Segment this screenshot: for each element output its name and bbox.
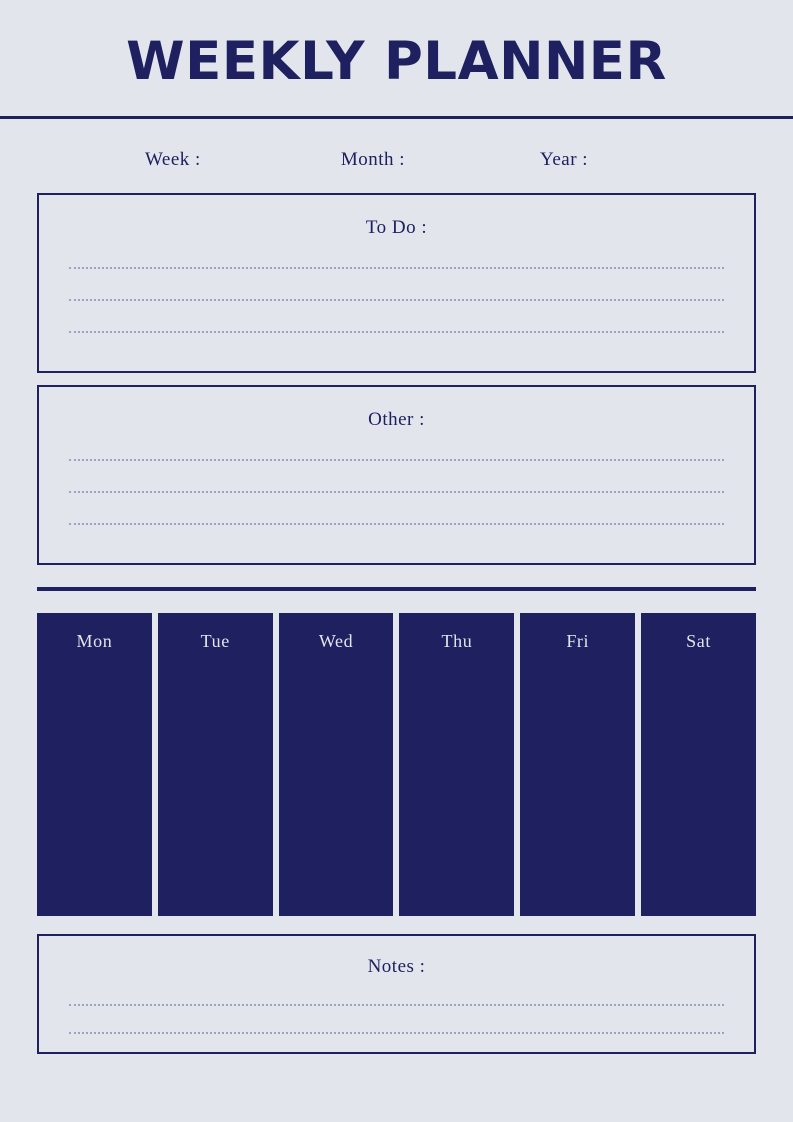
todo-box[interactable] <box>37 193 756 373</box>
todo-line[interactable] <box>69 331 724 333</box>
other-lines <box>69 459 724 525</box>
meta-row <box>0 149 793 171</box>
other-box[interactable] <box>37 385 756 565</box>
day-column-tue[interactable] <box>158 613 273 916</box>
day-column-fri[interactable] <box>520 613 635 916</box>
page-title: WEEKLY PLANNER <box>126 31 667 92</box>
days-grid <box>37 613 756 916</box>
todo-lines <box>69 267 724 333</box>
notes-box[interactable] <box>37 934 756 1054</box>
day-label: Mon <box>76 630 113 651</box>
week-field-label[interactable]: Week : <box>145 148 201 170</box>
day-column-wed[interactable] <box>279 613 394 916</box>
page-header <box>0 0 793 90</box>
other-line[interactable] <box>69 523 724 525</box>
notes-line[interactable] <box>69 1004 724 1006</box>
other-title: Other : <box>368 408 425 430</box>
year-field-label[interactable]: Year : <box>540 148 589 170</box>
section-divider <box>37 587 756 591</box>
day-label: Fri <box>566 630 590 651</box>
other-line[interactable] <box>69 459 724 461</box>
day-label: Tue <box>200 630 230 651</box>
notes-title: Notes : <box>367 955 426 977</box>
boxes-container <box>0 193 793 565</box>
notes-container <box>0 934 793 1054</box>
other-line[interactable] <box>69 491 724 493</box>
todo-title: To Do : <box>365 216 428 238</box>
month-field-label[interactable]: Month : <box>340 148 406 170</box>
day-column-mon[interactable] <box>37 613 152 916</box>
todo-line[interactable] <box>69 267 724 269</box>
notes-line[interactable] <box>69 1032 724 1034</box>
header-divider <box>0 116 793 119</box>
todo-line[interactable] <box>69 299 724 301</box>
notes-lines <box>69 1004 724 1034</box>
day-column-sat[interactable] <box>641 613 756 916</box>
day-label: Sat <box>686 630 711 651</box>
day-column-thu[interactable] <box>399 613 514 916</box>
day-label: Thu <box>441 630 473 651</box>
day-label: Wed <box>318 630 354 651</box>
